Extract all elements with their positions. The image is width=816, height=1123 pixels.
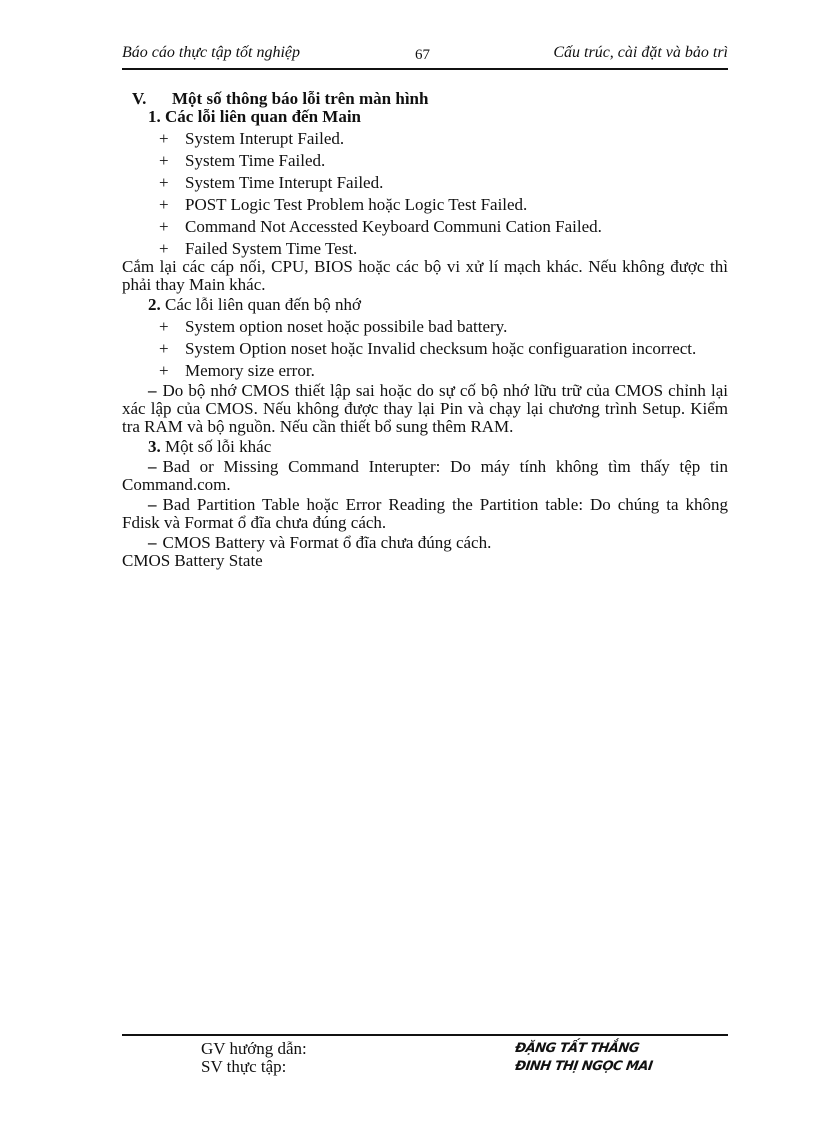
list-item: + POST Logic Test Problem hoặc Logic Test Failed. — [159, 195, 528, 214]
list-item: + Memory size error. — [159, 361, 315, 380]
page-number: 67 — [415, 47, 430, 63]
list-item: – Bad Partition Table hoặc Error Reading the Partition table: Do chúng ta không Fdisk và Format ổ đĩa chưa đúng cách. — [122, 495, 728, 532]
subsection-1-paragraph: Cắm lại các cáp nối, CPU, BIOS hoặc các bộ vi xử lí mạch khác. Nếu không được thì phải thay Main khác. — [122, 257, 728, 294]
list-item: + System Time Failed. — [159, 151, 326, 170]
subsection-2-dash-paragraph: – Do bộ nhớ CMOS thiết lập sai hoặc do sự cố bộ nhớ lữu trữ của CMOS chỉnh lại xác lập của CMOS. Nếu không được thay lại Pin và chạy lại chương trình Setup. Kiểm tra RAM và bộ nguồn. Nếu cần thiết bổ sung thêm RAM. — [122, 381, 728, 436]
subsection-2-heading: 2. Các lỗi liên quan đến bộ nhớ — [148, 295, 361, 314]
document-body — [122, 90, 728, 570]
section-title: Một số thông báo lỗi trên màn hình — [172, 89, 429, 108]
list-item: + System Option noset hoặc Invalid checksum hoặc configuaration incorrect. — [159, 339, 697, 358]
list-item: – Bad or Missing Command Interupter: Do máy tính không tìm thấy tệp tin Command.com. — [122, 457, 728, 494]
page-header — [122, 44, 728, 70]
student-row — [122, 1054, 728, 1076]
advisor-label: GV hướng dẫn: — [201, 1039, 307, 1058]
header-chapter-title: Cấu trúc, cài đặt và bảo trì — [553, 44, 728, 61]
trailing-line: CMOS Battery State — [122, 551, 263, 570]
list-item: + Command Not Accessted Keyboard Communi Cation Failed. — [159, 217, 602, 236]
section-number: V. — [132, 89, 147, 108]
advisor-name: ĐẶNG TẤT THẮNG — [514, 1041, 640, 1056]
list-item: + System Interupt Failed. — [159, 129, 345, 148]
advisor-row — [122, 1036, 728, 1058]
subsection-1-heading: 1. Các lỗi liên quan đến Main — [148, 107, 362, 126]
student-label: SV thực tập: — [201, 1057, 287, 1076]
page-footer — [122, 1034, 728, 1076]
section-heading — [122, 90, 728, 108]
list-item: + System option noset hoặc possibile bad battery. — [159, 317, 508, 336]
list-item: + Failed System Time Test. — [159, 239, 358, 258]
list-item: – CMOS Battery và Format ổ đĩa chưa đúng cách. — [148, 533, 492, 552]
header-report-title: Báo cáo thực tập tốt nghiệp — [122, 44, 301, 61]
subsection-3-heading: 3. Một số lỗi khác — [148, 437, 272, 456]
student-name: ĐINH THỊ NGỌC MAI — [514, 1059, 654, 1074]
list-item: + System Time Interupt Failed. — [159, 173, 384, 192]
